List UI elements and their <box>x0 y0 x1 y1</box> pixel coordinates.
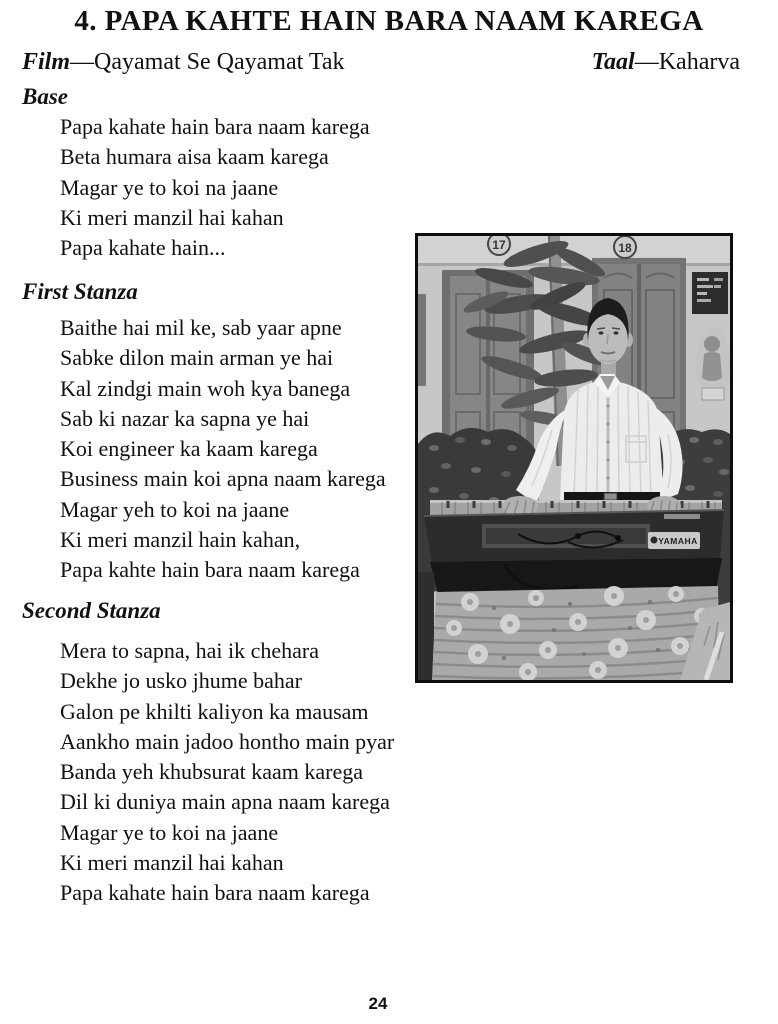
lyric-line: Sab ki nazar ka sapna ye hai <box>60 405 310 431</box>
lyric-line: Papa kahate hain bara naam karega <box>60 114 370 139</box>
door-number-18-text: 18 <box>618 241 632 255</box>
lyric-line: Ki meri manzil hai kahan <box>60 850 284 876</box>
brand-logo-icon <box>651 537 658 544</box>
song-meta <box>22 49 740 75</box>
taal-value: —Kaharva <box>634 49 740 75</box>
section-heading-base: Base <box>22 84 68 109</box>
section-heading-second-stanza: Second Stanza <box>22 598 161 623</box>
photo-illustration <box>418 236 730 680</box>
keyboard-body <box>424 510 724 594</box>
taal-label: Taal <box>591 49 635 75</box>
lyric-line: Dil ki duniya main apna naam karega <box>60 789 390 815</box>
page-number: 24 <box>368 994 388 1013</box>
door-number-17 <box>488 236 510 255</box>
lyrics-base <box>60 112 370 263</box>
film-info <box>22 49 344 75</box>
lyric-line: Galon pe khilti kaliyon ka mausam <box>60 698 369 724</box>
lyric-line: Ki meri manzil hai kahan <box>60 204 284 230</box>
singer-photo <box>415 233 733 683</box>
wall-poster <box>696 327 730 401</box>
belt-buckle <box>604 493 617 500</box>
lyric-line: Koi engineer ka kaam karega <box>60 436 318 462</box>
door-number-18 <box>614 236 636 258</box>
lyric-line: Mera to sapna, hai ik chehara <box>60 638 319 663</box>
page-title: 4. PAPA KAHTE HAIN BARA NAAM KAREGA <box>74 5 704 37</box>
lyrics-second-stanza <box>60 636 394 909</box>
section-heading-first-stanza: First Stanza <box>22 279 138 304</box>
lyric-line: Dekhe jo usko jhume bahar <box>60 668 302 694</box>
lyric-line: Business main koi apna naam karega <box>60 466 386 492</box>
lyric-line: Beta humara aisa kaam karega <box>60 144 329 170</box>
lyric-line: Baithe hai mil ke, sab yaar apne <box>60 315 342 340</box>
floral-mattress <box>432 586 720 680</box>
lyric-line: Banda yeh khubsurat kaam karega <box>60 759 363 785</box>
door-number-17-text: 17 <box>492 238 506 252</box>
film-label: Film <box>22 49 71 75</box>
lyric-line: Sabke dilon main arman ye hai <box>60 345 334 371</box>
taal-info <box>592 49 740 75</box>
lyric-line: Magar ye to koi na jaane <box>60 819 279 845</box>
brand-text: YAMAHA <box>658 536 698 546</box>
lyric-line: Magar ye to koi na jaane <box>60 174 279 200</box>
lyric-line: Aankho main jadoo hontho main pyar <box>60 728 395 754</box>
lyric-line: Papa kahate hain bara naam karega <box>60 880 370 906</box>
lyrics-first-stanza <box>60 313 386 586</box>
lyric-line: Papa kahate hain... <box>60 235 226 261</box>
film-value: —Qayamat Se Qayamat Tak <box>70 49 345 75</box>
lyric-line: Magar yeh to koi na jaane <box>60 496 290 522</box>
sign-board <box>692 272 728 314</box>
lyric-line: Ki meri manzil hain kahan, <box>60 527 301 553</box>
lyric-line: Papa kahte hain bara naam karega <box>60 557 360 583</box>
lyric-line: Kal zindgi main woh kya banega <box>60 375 351 401</box>
